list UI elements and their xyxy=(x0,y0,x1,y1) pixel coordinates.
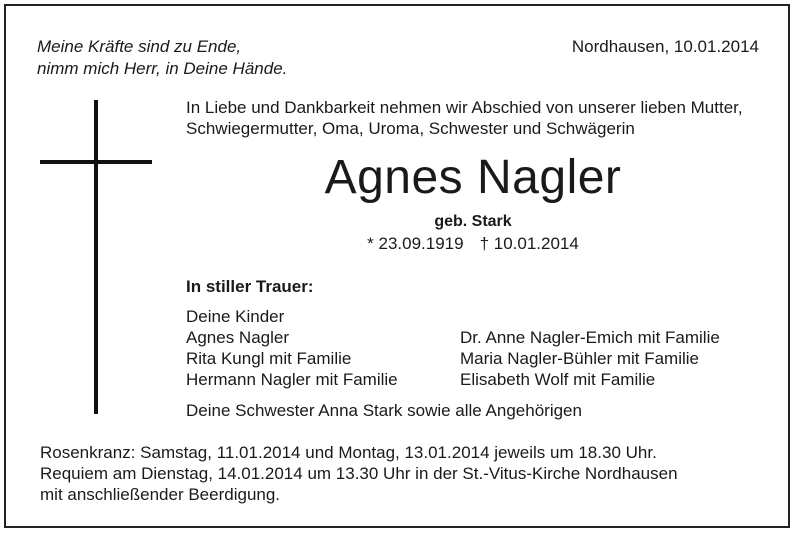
mourning-heading: In stiller Trauer: xyxy=(186,277,314,296)
mourner-entry: Hermann Nagler mit Familie xyxy=(186,370,398,389)
maiden-name: geb. Stark xyxy=(434,213,512,230)
service-line: Requiem am Dienstag, 14.01.2014 um 13.30 Uhr in der St.-Vitus-Kirche Nordhausen xyxy=(40,464,678,483)
mourner-entry: Deine Kinder xyxy=(186,307,285,326)
mourners-left xyxy=(186,306,398,390)
place-date: Nordhausen, 10.01.2014 xyxy=(571,37,759,56)
motto xyxy=(37,36,287,80)
motto-line: nimm mich Herr, in Deine Hände. xyxy=(37,59,288,78)
mourners-right xyxy=(460,327,720,390)
intro-text xyxy=(186,97,743,139)
service-info xyxy=(40,442,678,505)
mourner-entry: Elisabeth Wolf mit Familie xyxy=(460,370,656,389)
mourner-entry: Rita Kungl mit Familie xyxy=(186,349,352,368)
service-line: mit anschließender Beerdigung. xyxy=(40,485,281,504)
deceased-name: Agnes Nagler xyxy=(324,151,622,204)
mourner-entry: Agnes Nagler xyxy=(186,328,290,347)
cross-icon-bar xyxy=(40,160,152,164)
death-date: † 10.01.2014 xyxy=(479,234,579,253)
life-dates xyxy=(300,233,646,255)
service-line: Rosenkranz: Samstag, 11.01.2014 und Montag, 13.01.2014 jeweils um 18.30 Uhr. xyxy=(40,443,657,462)
mourner-entry: Dr. Anne Nagler-Emich mit Familie xyxy=(460,328,720,347)
relatives-line: Deine Schwester Anna Stark sowie alle Angehörigen xyxy=(186,401,582,420)
intro-line: In Liebe und Dankbarkeit nehmen wir Abschied von unserer lieben Mutter, xyxy=(186,98,743,117)
mourner-entry: Maria Nagler-Bühler mit Familie xyxy=(460,349,700,368)
motto-line: Meine Kräfte sind zu Ende, xyxy=(37,37,242,56)
cross-icon xyxy=(94,100,98,414)
birth-date: * 23.09.1919 xyxy=(367,234,464,253)
intro-line: Schwiegermutter, Oma, Uroma, Schwester und Schwägerin xyxy=(186,119,635,138)
